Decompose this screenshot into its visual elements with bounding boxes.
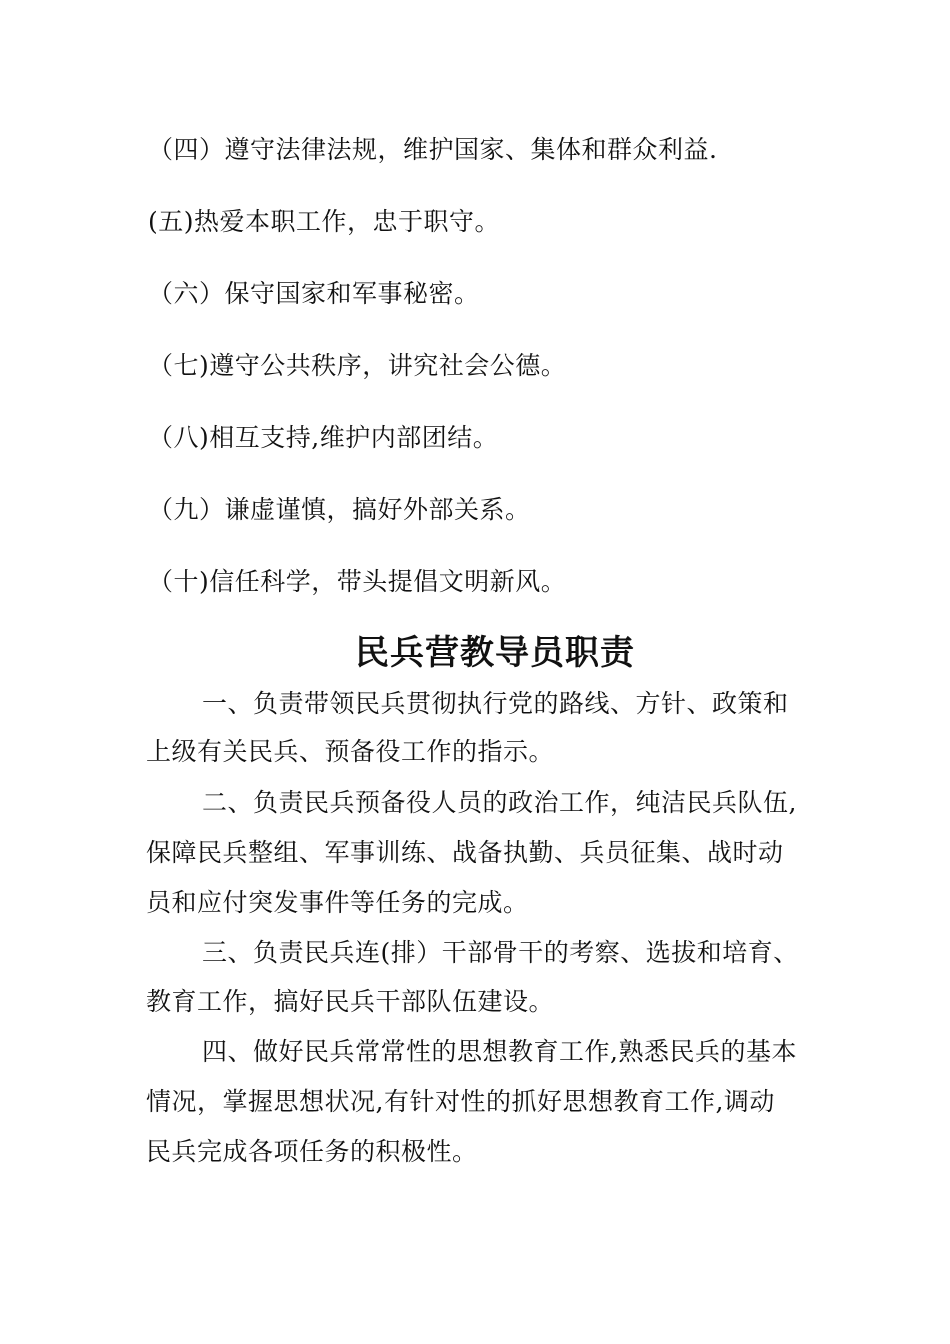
paragraph-3-line-2: 教育工作，搞好民兵干部队伍建设。 [146, 987, 555, 1016]
paragraph-4-line-1: 四、做好民兵常常性的思想教育工作,熟悉民兵的基本 [202, 1037, 797, 1066]
conduct-item-7: （七)遵守公共秩序，讲究社会公德。 [148, 351, 567, 380]
paragraph-4-line-2: 情况，掌握思想状况,有针对性的抓好思想教育工作,调动 [146, 1087, 775, 1116]
conduct-item-4: （四）遵守法律法规，维护国家、集体和群众利益. [148, 135, 718, 164]
conduct-item-9: （九）谦虚谨慎，搞好外部关系。 [148, 495, 531, 524]
paragraph-2-line-1: 二、负责民兵预备役人员的政治工作，纯洁民兵队伍, [202, 788, 797, 817]
conduct-item-10: （十)信任科学，带头提倡文明新风。 [148, 567, 567, 596]
conduct-item-8: （八)相互支持,维护内部团结。 [148, 423, 499, 452]
conduct-item-6: （六）保守国家和军事秘密。 [148, 279, 480, 308]
paragraph-1-line-2: 上级有关民兵、预备役工作的指示。 [146, 737, 555, 766]
paragraph-4-line-3: 民兵完成各项任务的积极性。 [146, 1137, 478, 1166]
paragraph-2-line-3: 员和应付突发事件等任务的完成。 [146, 888, 529, 917]
paragraph-1-line-1: 一、负责带领民兵贯彻执行党的路线、方针、政策和 [202, 689, 789, 718]
section-title: 民兵营教导员职责 [355, 633, 635, 673]
conduct-item-5: (五)热爱本职工作，忠于职守。 [148, 207, 501, 236]
paragraph-2-line-2: 保障民兵整组、军事训练、战备执勤、兵员征集、战时动 [146, 838, 784, 867]
paragraph-3-line-1: 三、负责民兵连(排）干部骨干的考察、选拔和培育、 [202, 938, 799, 967]
